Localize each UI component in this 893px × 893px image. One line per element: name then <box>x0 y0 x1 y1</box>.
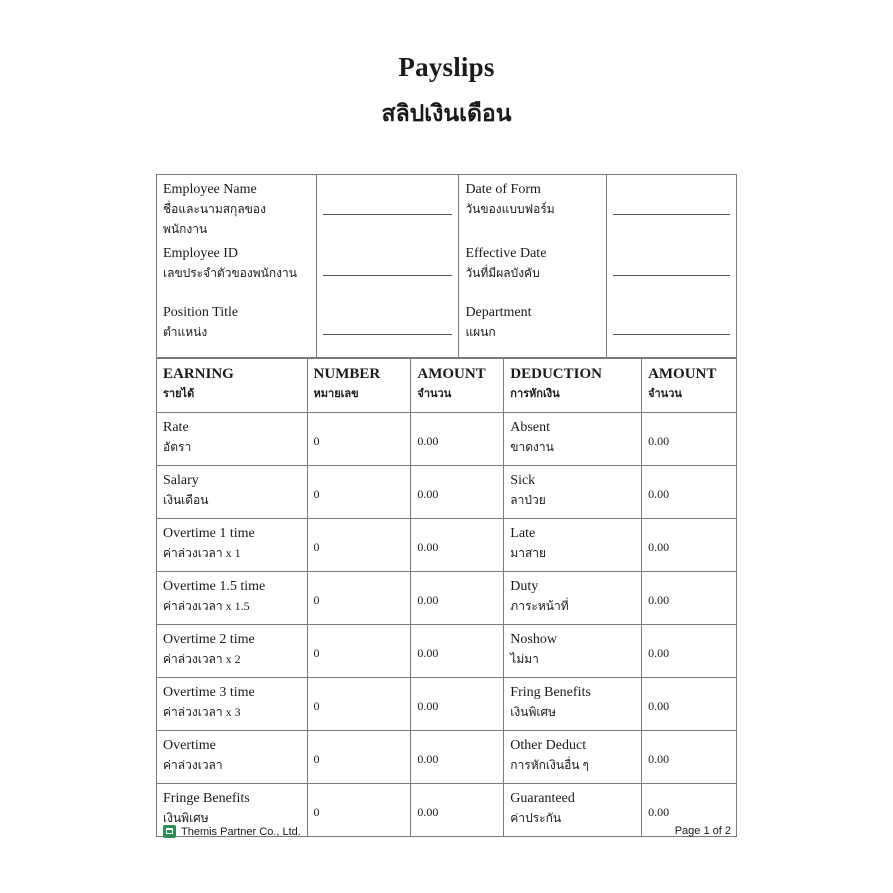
deduction-amount-cell[interactable]: 0.00 <box>642 784 737 837</box>
number-cell[interactable]: 0 <box>307 678 411 731</box>
earning-cell <box>157 572 308 625</box>
earning-label: Overtime 1 time <box>163 526 255 541</box>
table-row <box>157 572 737 625</box>
amount-cell[interactable]: 0.00 <box>411 784 504 837</box>
info-row <box>157 175 737 240</box>
info-label-cell <box>157 239 317 298</box>
earning-label-th: เงินเดือน <box>163 493 209 507</box>
earning-label: Fringe Benefits <box>163 791 250 806</box>
amount-cell[interactable]: 0.00 <box>411 731 504 784</box>
info-label-cell <box>459 175 607 240</box>
footer-company <box>163 825 301 838</box>
info-label-cell <box>157 175 317 240</box>
deduction-amount-cell[interactable]: 0.00 <box>642 572 737 625</box>
deduction-label-th: ไม่มา <box>510 652 539 666</box>
number-cell[interactable]: 0 <box>307 466 411 519</box>
number-cell[interactable]: 0 <box>307 731 411 784</box>
employee-id-label: Employee ID <box>163 246 239 261</box>
earning-label: Rate <box>163 420 189 435</box>
employee-id-label-th: เลขประจำตัวของพนักงาน <box>163 266 297 280</box>
earning-cell <box>157 625 308 678</box>
deduction-label-th: ค่าประกัน <box>510 811 562 825</box>
deduction-label: Guaranteed <box>510 791 575 806</box>
position-title-label: Position Title <box>163 305 239 320</box>
number-cell[interactable]: 0 <box>307 572 411 625</box>
deduction-label-th: มาสาย <box>510 546 547 560</box>
earning-header: EARNING รายได้ <box>157 359 308 413</box>
pay-table <box>156 358 737 837</box>
number-header: NUMBER หมายเลข <box>307 359 411 413</box>
employee-name-field[interactable] <box>316 175 459 240</box>
deduction-amount-cell[interactable]: 0.00 <box>642 731 737 784</box>
earning-label-th: ค่าล่วงเวลา x 2 <box>163 652 241 666</box>
building-icon <box>163 825 176 838</box>
earning-cell <box>157 678 308 731</box>
department-label: Department <box>465 305 532 320</box>
deduction-cell <box>504 731 642 784</box>
page-number: Page 1 of 2 <box>674 825 731 837</box>
info-label-cell <box>459 239 607 298</box>
table-row <box>157 519 737 572</box>
amount-cell[interactable]: 0.00 <box>411 519 504 572</box>
page-title: Payslips <box>398 52 495 82</box>
deduction-label-th: ขาดงาน <box>510 440 554 454</box>
deduction-amount-cell[interactable]: 0.00 <box>642 678 737 731</box>
deduction-label: Other Deduct <box>510 738 587 753</box>
info-row <box>157 239 737 298</box>
earning-cell <box>157 519 308 572</box>
earning-label-th: ค่าล่วงเวลา x 1.5 <box>163 599 250 613</box>
deduction-cell <box>504 625 642 678</box>
info-row <box>157 298 737 358</box>
earning-cell <box>157 466 308 519</box>
deduction-cell <box>504 466 642 519</box>
number-cell[interactable]: 0 <box>307 625 411 678</box>
employee-name-label: Employee Name <box>163 182 257 197</box>
amount-cell[interactable]: 0.00 <box>411 466 504 519</box>
pay-header-row <box>157 359 737 413</box>
deduction-label: Sick <box>510 473 536 488</box>
info-label-cell <box>459 298 607 358</box>
deduction-label: Fring Benefits <box>510 685 591 700</box>
deduction-amount-cell[interactable]: 0.00 <box>642 413 737 466</box>
date-of-form-label-th: วันของแบบฟอร์ม <box>465 202 555 216</box>
earning-cell <box>157 731 308 784</box>
page-subtitle: สลิปเงินเดือน <box>381 101 512 126</box>
deduction-cell <box>504 572 642 625</box>
deduction-cell <box>504 678 642 731</box>
deduction-header: DEDUCTION การหักเงิน <box>504 359 642 413</box>
earning-cell <box>157 413 308 466</box>
number-cell[interactable]: 0 <box>307 413 411 466</box>
earning-label: Salary <box>163 473 199 488</box>
earning-label: Overtime <box>163 738 216 753</box>
deduction-label-th: ลาป่วย <box>510 493 546 507</box>
employee-info-table <box>156 174 737 358</box>
employee-id-field[interactable] <box>316 239 459 298</box>
earning-label-th: ค่าล่วงเวลา <box>163 758 223 772</box>
deduction-label: Noshow <box>510 632 557 647</box>
earning-label: Overtime 2 time <box>163 632 255 647</box>
table-row <box>157 731 737 784</box>
earning-label-th: ค่าล่วงเวลา x 1 <box>163 546 241 560</box>
deduction-cell <box>504 519 642 572</box>
position-title-label-th: ตำแหน่ง <box>163 325 208 339</box>
date-of-form-label: Date of Form <box>465 182 541 197</box>
deduction-amount-cell[interactable]: 0.00 <box>642 519 737 572</box>
earning-label: Overtime 1.5 time <box>163 579 266 594</box>
amount-cell[interactable]: 0.00 <box>411 413 504 466</box>
date-of-form-field[interactable] <box>607 175 737 240</box>
deduction-label-th: ภาระหน้าที่ <box>510 599 569 613</box>
earning-label-th: เงินพิเศษ <box>163 811 209 825</box>
deduction-amount-cell[interactable]: 0.00 <box>642 466 737 519</box>
department-field[interactable] <box>607 298 737 358</box>
table-row <box>157 678 737 731</box>
deduction-cell <box>504 413 642 466</box>
info-label-cell <box>157 298 317 358</box>
effective-date-field[interactable] <box>607 239 737 298</box>
table-row <box>157 413 737 466</box>
deduction-label-th: การหักเงินอื่น ๆ <box>510 758 589 772</box>
company-name: Themis Partner Co., Ltd. <box>181 825 301 838</box>
deduction-amount-header: AMOUNT จำนวน <box>642 359 737 413</box>
department-label-th: แผนก <box>465 325 496 339</box>
amount-cell[interactable]: 0.00 <box>411 678 504 731</box>
employee-name-label-th: ชื่อและนามสกุลของพนักงาน <box>163 202 266 236</box>
effective-date-label: Effective Date <box>465 246 547 261</box>
amount-header: AMOUNT จำนวน <box>411 359 504 413</box>
deduction-cell <box>504 784 642 837</box>
effective-date-label-th: วันที่มีผลบังคับ <box>465 266 540 280</box>
amount-cell[interactable]: 0.00 <box>411 625 504 678</box>
deduction-label: Duty <box>510 579 539 594</box>
earning-label: Overtime 3 time <box>163 685 255 700</box>
earning-label-th: ค่าล่วงเวลา x 3 <box>163 705 241 719</box>
position-title-field[interactable] <box>316 298 459 358</box>
earning-label-th: อัตรา <box>163 440 192 454</box>
deduction-amount-cell[interactable]: 0.00 <box>642 625 737 678</box>
deduction-label: Absent <box>510 420 550 435</box>
number-cell[interactable]: 0 <box>307 519 411 572</box>
amount-cell[interactable]: 0.00 <box>411 572 504 625</box>
deduction-label-th: เงินพิเศษ <box>510 705 556 719</box>
deduction-label: Late <box>510 526 536 541</box>
table-row <box>157 466 737 519</box>
number-cell[interactable]: 0 <box>307 784 411 837</box>
table-row <box>157 625 737 678</box>
